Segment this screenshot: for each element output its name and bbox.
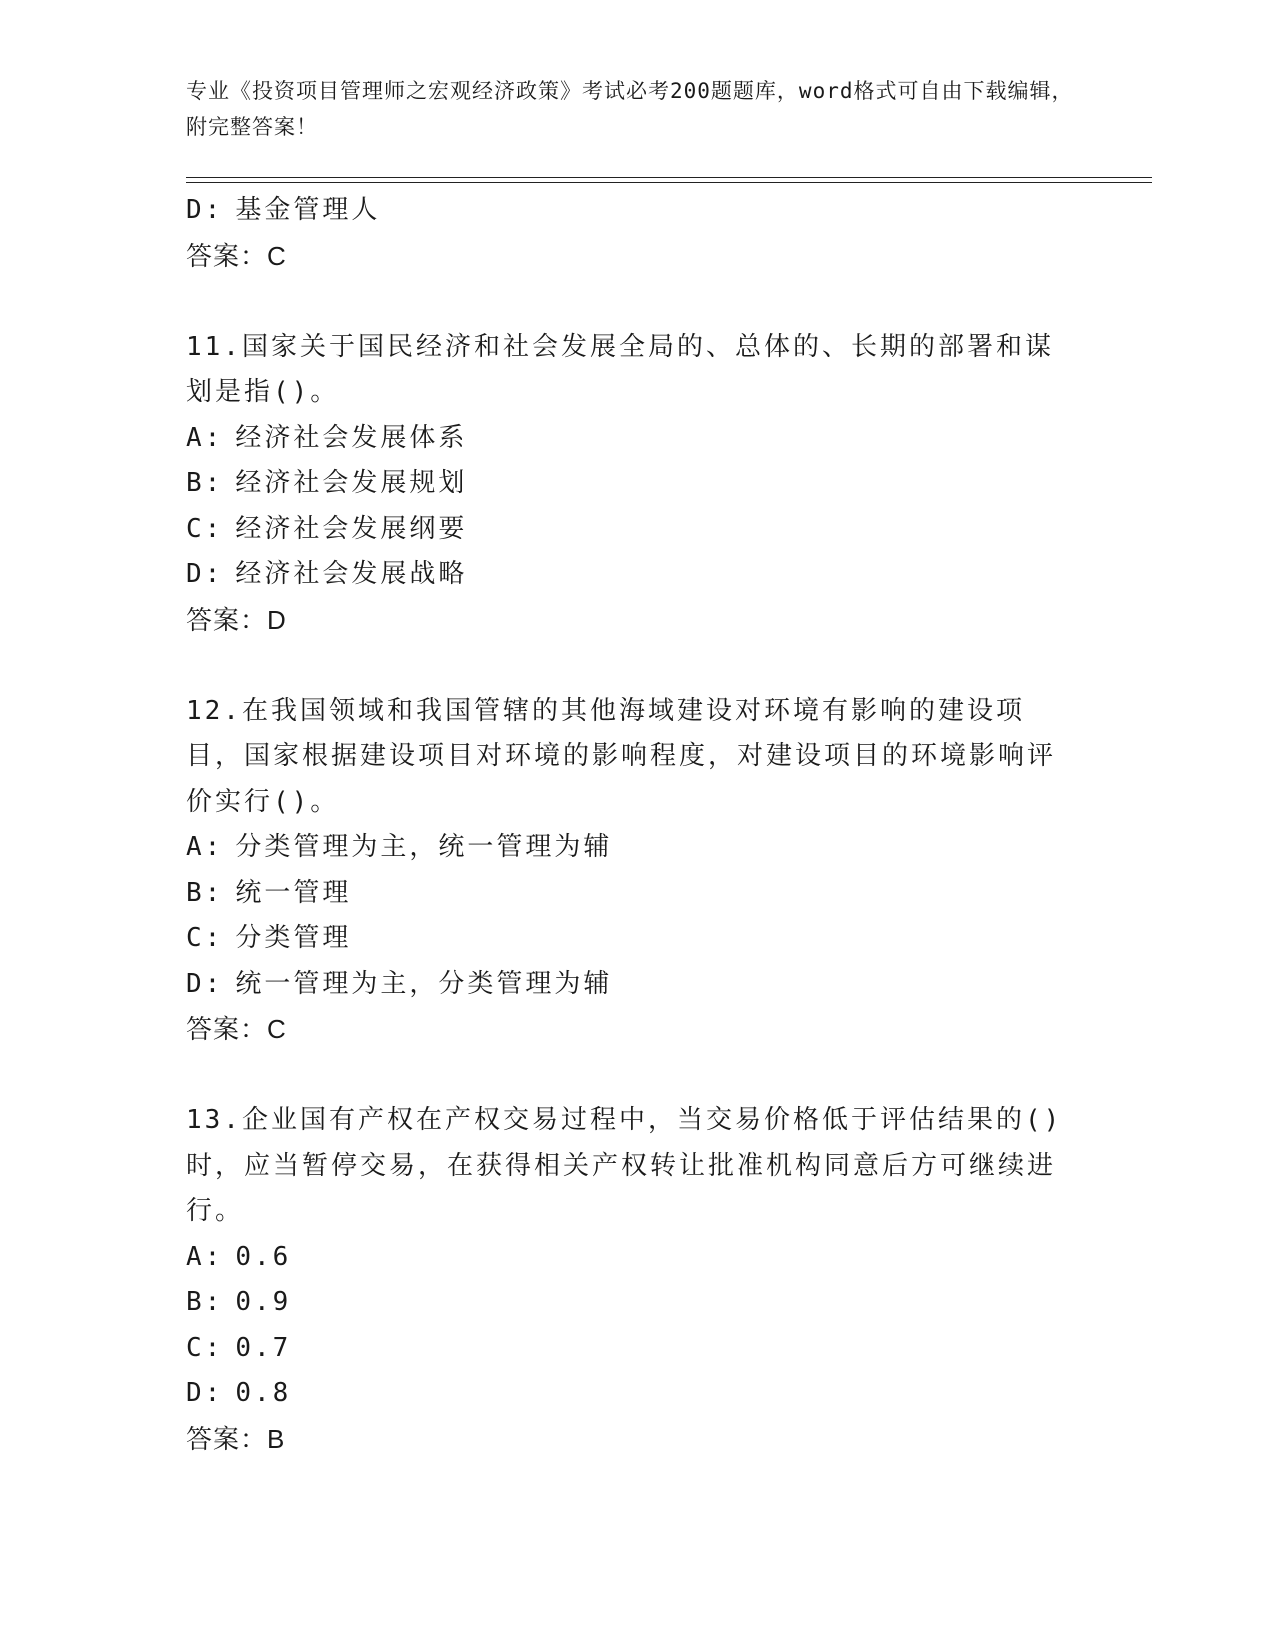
- option-key: D:: [186, 559, 224, 589]
- option-key: B:: [186, 1287, 224, 1317]
- option-a: [186, 825, 1086, 871]
- option-key: C:: [186, 1332, 224, 1363]
- option-key: D:: [186, 1378, 224, 1408]
- option-key: B:: [186, 877, 224, 908]
- answer-value: D: [267, 604, 287, 635]
- option-c: [186, 1326, 1086, 1372]
- option-c: [186, 507, 1086, 553]
- answer-label: 答案：: [186, 1423, 268, 1454]
- answer-value: B: [267, 1423, 286, 1454]
- option-key: A:: [186, 422, 224, 453]
- question-text: 12.在我国领域和我国管辖的其他海域建设对环境有影响的建设项目，国家根据建设项目对环境的影响程度，对建设项目的环境影响评价实行()。: [186, 695, 1057, 817]
- option-text: 统一管理为主，分类管理为辅: [235, 968, 613, 999]
- option-text: 经济社会发展战略: [235, 559, 468, 589]
- option-text: 统一管理: [235, 877, 352, 908]
- answer-line: [186, 1417, 1086, 1463]
- answer-value: C: [267, 1014, 287, 1044]
- question-13: [186, 1098, 1086, 1462]
- option-a: [186, 1235, 1086, 1281]
- option-text: 0.8: [235, 1378, 292, 1408]
- question-12: [186, 689, 1086, 1053]
- option-text: 0.7: [235, 1332, 292, 1363]
- header-divider-top: [186, 177, 1152, 178]
- option-key: D:: [186, 195, 224, 225]
- question-text: 11.国家关于国民经济和社会发展全局的、总体的、长期的部署和谋划是指()。: [186, 331, 1054, 407]
- option-key: A:: [186, 1241, 224, 1272]
- answer-line: [186, 234, 1086, 280]
- option-text: 0.9: [235, 1287, 292, 1317]
- option-text: 经济社会发展纲要: [235, 513, 468, 544]
- option-text: 0.6: [235, 1241, 292, 1272]
- option-b: [186, 871, 1086, 917]
- answer-line: [186, 598, 1086, 644]
- answer-line: [186, 1007, 1086, 1053]
- question-11: [186, 325, 1086, 644]
- question-list: [186, 188, 1086, 1462]
- answer-label: 答案：: [186, 604, 268, 635]
- option-text: 分类管理: [235, 923, 352, 953]
- option-key: C:: [186, 923, 224, 953]
- option-d: [186, 188, 1086, 234]
- option-a: [186, 416, 1086, 462]
- option-d: [186, 962, 1086, 1008]
- option-key: B:: [186, 468, 224, 498]
- option-b: [186, 1280, 1086, 1326]
- option-c: [186, 916, 1086, 962]
- option-key: A:: [186, 832, 224, 862]
- answer-value: C: [267, 240, 287, 271]
- document-header: 专业《投资项目管理师之宏观经济政策》考试必考200题题库，word格式可自由下载编辑，附完整答案！: [186, 79, 1074, 139]
- answer-label: 答案：: [186, 240, 268, 271]
- option-d: [186, 1371, 1086, 1417]
- header-divider-bottom: [186, 182, 1152, 183]
- option-d: [186, 552, 1086, 598]
- option-key: C:: [186, 513, 224, 544]
- option-text: 基金管理人: [235, 195, 381, 225]
- option-b: [186, 461, 1086, 507]
- answer-label: 答案：: [186, 1014, 268, 1044]
- option-text: 分类管理为主，统一管理为辅: [235, 832, 613, 862]
- option-text: 经济社会发展规划: [235, 468, 468, 498]
- question-text: 13.企业国有产权在产权交易过程中，当交易价格低于评估结果的()时，应当暂停交易，在获得相关产权转让批准机构同意后方可继续进行。: [186, 1105, 1063, 1226]
- option-key: D:: [186, 968, 224, 999]
- option-text: 经济社会发展体系: [235, 422, 468, 453]
